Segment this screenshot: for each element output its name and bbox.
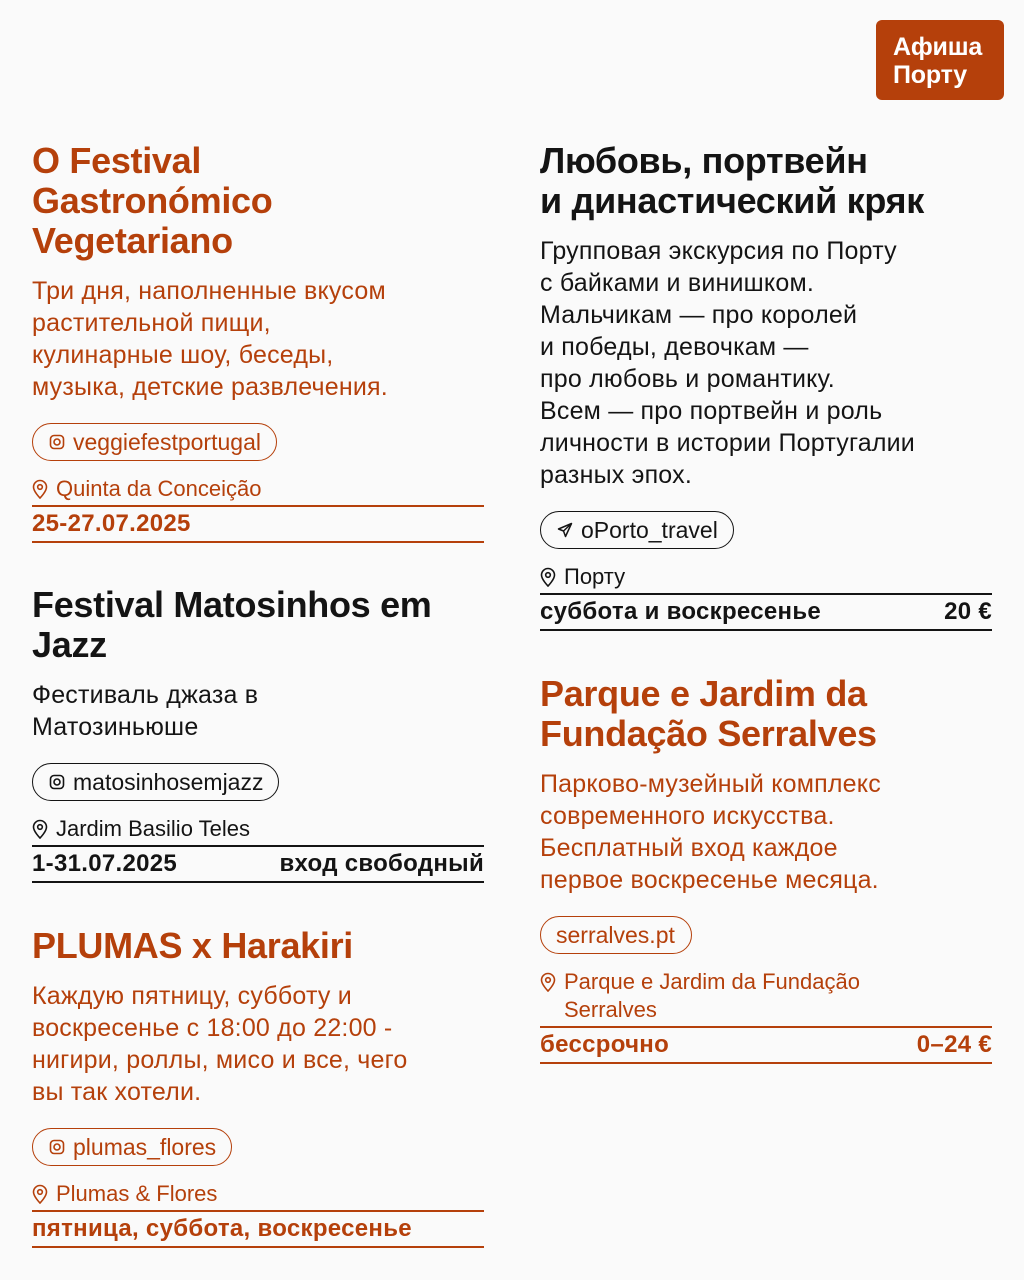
- location-pin-icon: [32, 819, 48, 839]
- location-text: Parque e Jardim da Fundação: [564, 969, 860, 994]
- event-card-plumas-harakiri: [32, 926, 484, 1248]
- event-description: [32, 679, 484, 743]
- title-line: и династический кряк: [540, 180, 924, 221]
- title-line: Festival Matosinhos em: [32, 584, 432, 625]
- title-line: Parque e Jardim da: [540, 673, 867, 714]
- event-date: пятница, суббота, воскресенье: [32, 1215, 412, 1242]
- event-title: [540, 674, 992, 754]
- link-label: plumas_flores: [73, 1133, 217, 1160]
- location-pin-icon: [32, 1184, 48, 1204]
- description-line: Фестиваль джаза в: [32, 681, 259, 709]
- title-line: Jazz: [32, 624, 107, 665]
- description-line: Матозиньюше: [32, 713, 199, 741]
- title-line: Любовь, портвейн: [540, 140, 868, 181]
- location-pin-icon: [540, 567, 556, 587]
- event-card-serralves: [540, 674, 992, 1064]
- event-footer: [32, 845, 484, 883]
- instagram-icon: [49, 774, 65, 790]
- instagram-link-chip[interactable]: [32, 763, 279, 801]
- event-card-veggie-festival: [32, 141, 484, 543]
- event-footer: [32, 505, 484, 543]
- description-line: нигири, роллы, мисо и все, чего: [32, 1046, 408, 1074]
- description-line: современного искусства.: [540, 802, 835, 830]
- event-footer: [540, 593, 992, 631]
- event-footer: [32, 1210, 484, 1248]
- title-line: Gastronómico: [32, 180, 273, 221]
- instagram-icon: [49, 1139, 65, 1155]
- title-line: O Festival: [32, 140, 202, 181]
- link-label: oPorto_travel: [581, 516, 718, 543]
- description-line: разных эпох.: [540, 461, 692, 489]
- description-line: музыка, детские развлечения.: [32, 373, 388, 401]
- title-line: Fundação Serralves: [540, 713, 877, 754]
- logo-line-2: Порту: [893, 61, 967, 89]
- event-price: 20 €: [944, 598, 992, 625]
- description-line: и победы, девочкам —: [540, 333, 809, 361]
- instagram-link-chip[interactable]: [32, 423, 277, 461]
- location-text: Plumas & Flores: [56, 1181, 218, 1206]
- event-location: [32, 815, 484, 845]
- description-line: Бесплатный вход каждое: [540, 834, 838, 862]
- event-description: [540, 235, 992, 491]
- description-line: Три дня, наполненные вкусом: [32, 277, 386, 305]
- event-price: 0–24 €: [916, 1031, 992, 1058]
- logo-line-1: Афиша: [893, 33, 983, 61]
- link-label: veggiefestportugal: [73, 428, 261, 455]
- event-location: [540, 563, 992, 593]
- instagram-icon: [49, 434, 65, 450]
- event-date: суббота и воскресенье: [540, 598, 822, 625]
- location-text: Quinta da Conceição: [56, 476, 262, 501]
- location-text: Jardim Basilio Teles: [56, 816, 251, 841]
- description-line: личности в истории Португалии: [540, 429, 915, 457]
- event-title: [540, 141, 992, 221]
- location-pin-icon: [32, 479, 48, 499]
- location-text: Serralves: [564, 997, 657, 1022]
- description-line: про любовь и романтику.: [540, 365, 835, 393]
- description-line: Мальчикам — про королей: [540, 301, 858, 329]
- website-link-chip[interactable]: [540, 916, 692, 954]
- event-location: [32, 475, 484, 505]
- event-price: вход свободный: [279, 850, 484, 877]
- description-line: с байками и винишком.: [540, 269, 814, 297]
- location-text: Порту: [564, 564, 626, 589]
- location-pin-icon: [540, 972, 556, 992]
- event-description: [32, 980, 484, 1108]
- instagram-link-chip[interactable]: [32, 1128, 232, 1166]
- link-label: serralves.pt: [556, 921, 675, 948]
- event-title: [32, 585, 484, 665]
- event-card-port-wine-tour: [540, 141, 992, 631]
- title-line: Vegetariano: [32, 220, 233, 261]
- description-line: вы так хотели.: [32, 1078, 202, 1106]
- description-line: Групповая экскурсия по Порту: [540, 237, 897, 265]
- description-line: кулинарные шоу, беседы,: [32, 341, 334, 369]
- telegram-icon: [557, 522, 573, 538]
- event-date: 1-31.07.2025: [32, 850, 178, 877]
- telegram-link-chip[interactable]: [540, 511, 734, 549]
- description-line: Каждую пятницу, субботу и: [32, 982, 352, 1010]
- description-line: растительной пищи,: [32, 309, 271, 337]
- event-date: 25-27.07.2025: [32, 510, 191, 537]
- event-footer: [540, 1026, 992, 1064]
- event-location: [32, 1180, 484, 1210]
- title-line: PLUMAS x Harakiri: [32, 925, 354, 966]
- description-line: первое воскресенье месяца.: [540, 866, 879, 894]
- event-location: [540, 968, 992, 1026]
- description-line: Парково-музейный комплекс: [540, 770, 881, 798]
- event-description: [32, 275, 484, 403]
- event-title: [32, 141, 484, 261]
- event-card-matosinhos-jazz: [32, 585, 484, 883]
- description-line: Всем — про портвейн и роль: [540, 397, 883, 425]
- description-line: воскресенье с 18:00 до 22:00 -: [32, 1014, 393, 1042]
- event-title: [32, 926, 484, 966]
- event-date: бессрочно: [540, 1031, 670, 1058]
- link-label: matosinhosemjazz: [73, 768, 264, 795]
- afisha-porto-logo: [876, 20, 1004, 100]
- event-description: [540, 768, 992, 896]
